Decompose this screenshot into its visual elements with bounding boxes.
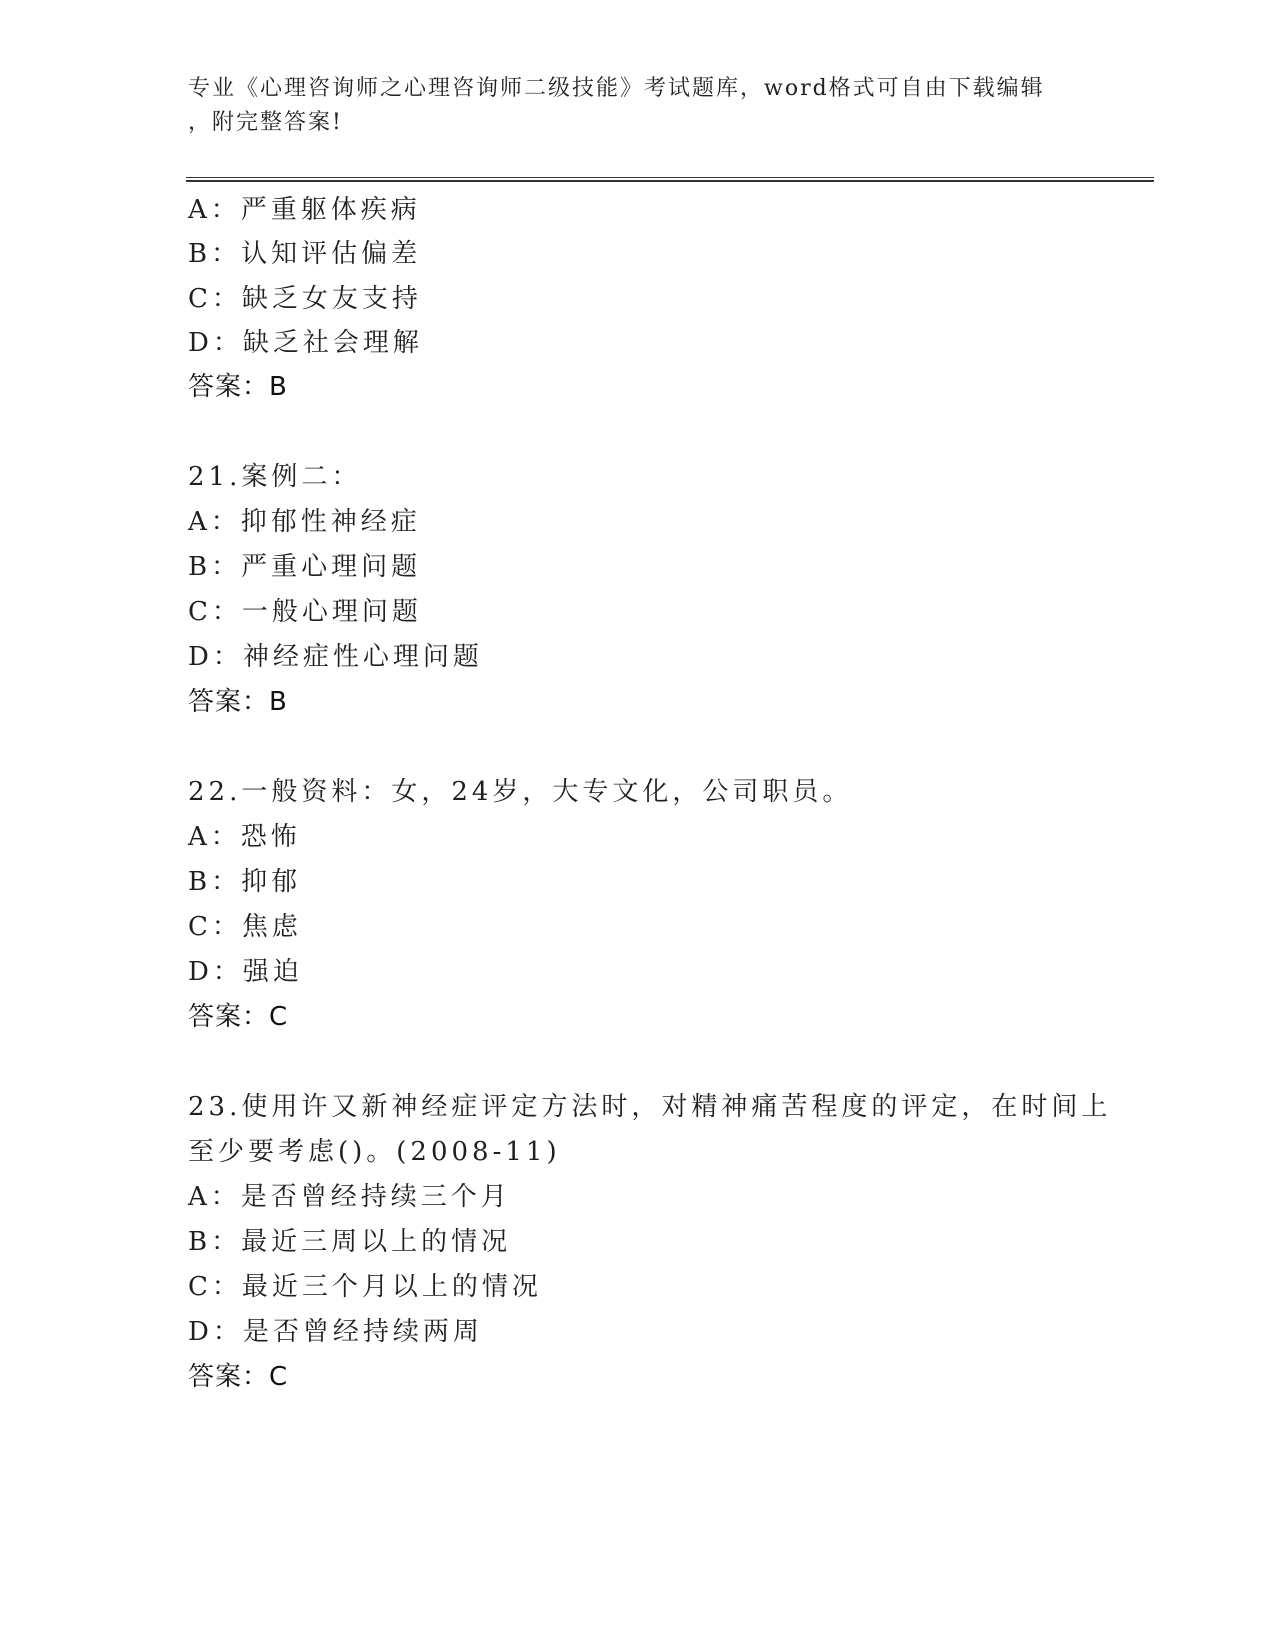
q23-stem-line-1: 23.使用许又新神经症评定方法时，对精神痛苦程度的评定，在时间上 bbox=[188, 1092, 1112, 1122]
q23-stem-line-2: 至少要考虑()。(2008-11) bbox=[188, 1137, 561, 1167]
q20-answer: 答案：B bbox=[188, 372, 288, 402]
q23-option-d: D：是否曾经持续两周 bbox=[188, 1317, 483, 1347]
q20-option-b: B：认知评估偏差 bbox=[188, 239, 422, 269]
document-header bbox=[188, 72, 1088, 140]
q22-option-c: C：焦虑 bbox=[188, 912, 302, 942]
q21-option-d: D：神经症性心理问题 bbox=[188, 642, 483, 672]
q22-option-d: D：强迫 bbox=[188, 957, 303, 987]
q23-option-a: A：是否曾经持续三个月 bbox=[188, 1182, 511, 1212]
header-divider bbox=[186, 177, 1154, 182]
q23-option-c: C：最近三个月以上的情况 bbox=[188, 1272, 542, 1302]
q22-stem: 22.一般资料：女，24岁，大专文化，公司职员。 bbox=[188, 777, 853, 807]
q21-option-a: A：抑郁性神经症 bbox=[188, 507, 421, 537]
q21-stem: 21.案例二： bbox=[188, 462, 362, 492]
q22-option-a: A：恐怖 bbox=[188, 822, 301, 852]
q21-answer: 答案：B bbox=[188, 687, 288, 717]
q20-option-d: D：缺乏社会理解 bbox=[188, 328, 423, 358]
q21-option-b: B：严重心理问题 bbox=[188, 552, 422, 582]
q22-answer: 答案：C bbox=[188, 1002, 289, 1032]
q21-option-c: C：一般心理问题 bbox=[188, 597, 422, 627]
header-line-1: 专业《心理咨询师之心理咨询师二级技能》考试题库，word格式可自由下载编辑 bbox=[188, 76, 1045, 101]
q23-answer: 答案：C bbox=[188, 1362, 289, 1392]
q20-option-c: C：缺乏女友支持 bbox=[188, 284, 422, 314]
q20-option-a: A：严重躯体疾病 bbox=[188, 195, 421, 225]
q22-option-b: B：抑郁 bbox=[188, 867, 302, 897]
header-line-2: ，附完整答案! bbox=[188, 110, 343, 135]
q23-option-b: B：最近三周以上的情况 bbox=[188, 1227, 512, 1257]
